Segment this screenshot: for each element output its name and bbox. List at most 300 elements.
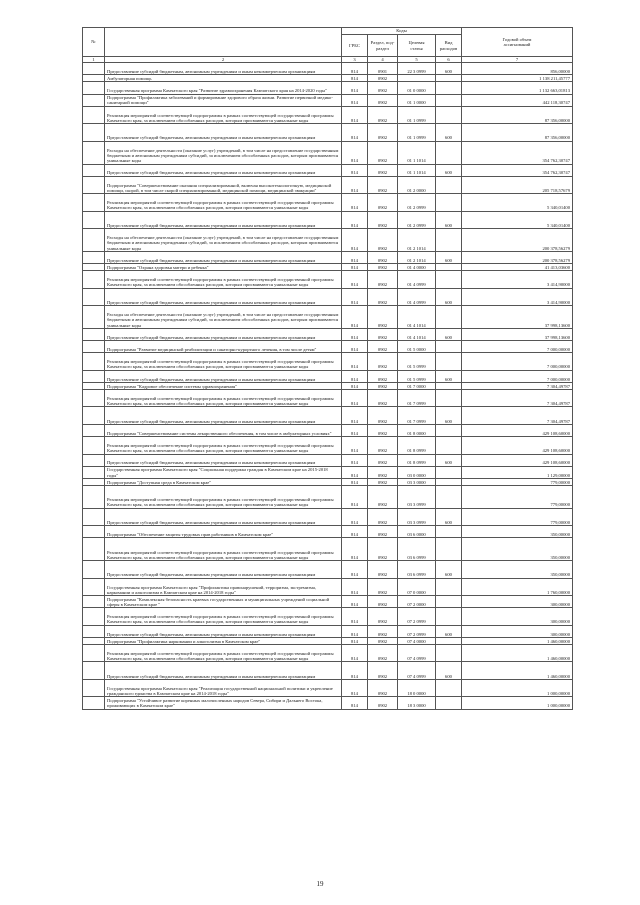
- table-row: [83, 625, 573, 637]
- table-row: [83, 644, 573, 662]
- row-number-cell: [83, 370, 105, 382]
- row-section: 0902: [368, 271, 398, 289]
- row-name: Подпрограмма "Совершенствование системы лекарственного обеспечения, в том числе в амбулаторных условиях": [105, 424, 342, 436]
- table-row: [83, 389, 573, 407]
- table-row: [83, 478, 573, 485]
- row-name: Расходы на обеспечение деятельности (оказание услуг) учреждений, в том числе на предоставление государственным бюджетным и автономным учреждениям субсидий, за исключением обособленных расходов, которым присваиваются уникальные коды: [105, 141, 342, 164]
- row-section: 0902: [368, 252, 398, 264]
- row-expense-type: 600: [436, 625, 462, 637]
- row-target: 01 2 0999: [398, 211, 436, 229]
- row-amount: 1 460,00000: [462, 662, 573, 680]
- row-name: Государственная программа Камчатского края "Реализация государственной национальной политики и укрепление гражданского единства в Камчатском крае на 2014-2018 годы": [105, 679, 342, 697]
- row-target: 01 1 0999: [398, 106, 436, 124]
- row-amount: 7 000,00000: [462, 341, 573, 353]
- table-row: [83, 561, 573, 579]
- row-amount: 1 460,00000: [462, 644, 573, 662]
- table-row: [83, 437, 573, 455]
- row-target: 07 4 0999: [398, 662, 436, 680]
- row-section: 0902: [368, 578, 398, 596]
- row-name: Предоставление субсидий бюджетным, автономным учреждениям и иным некоммерческим организациям: [105, 454, 342, 466]
- row-target: 01 5 0999: [398, 353, 436, 371]
- row-amount: 442 118,30747: [462, 94, 573, 106]
- row-expense-type: 600: [436, 407, 462, 425]
- row-number-cell: [83, 538, 105, 561]
- row-amount: 1 460,00000: [462, 637, 573, 644]
- row-name: Подпрограмма "Охрана здоровья матери и ребенка": [105, 264, 342, 271]
- row-amount: 429 108,60000: [462, 454, 573, 466]
- row-target: [398, 75, 436, 82]
- table-row: [83, 578, 573, 596]
- row-section: 0902: [368, 328, 398, 340]
- row-number-cell: [83, 306, 105, 329]
- row-grbs: 814: [342, 466, 368, 478]
- row-name: Реализация мероприятий соответствующей подпрограммы в рамках соответствующей государственной программы Камчатского края, за исключением обособленных расходов, которым присваиваются уникальные коды: [105, 437, 342, 455]
- table-row: [83, 637, 573, 644]
- row-target: 07 2 0999: [398, 625, 436, 637]
- row-amount: 779,00000: [462, 485, 573, 508]
- row-target: 01 7 0999: [398, 389, 436, 407]
- table-row: [83, 94, 573, 106]
- row-amount: 200 378,56279: [462, 252, 573, 264]
- row-expense-type: [436, 637, 462, 644]
- row-expense-type: [436, 644, 462, 662]
- row-grbs: 814: [342, 407, 368, 425]
- row-section: 0902: [368, 662, 398, 680]
- row-expense-type: [436, 526, 462, 538]
- row-expense-type: [436, 306, 462, 329]
- row-number-cell: [83, 176, 105, 194]
- row-target: 01 1 1014: [398, 141, 436, 164]
- row-amount: 3 414,90000: [462, 288, 573, 306]
- row-target: 07 4 0000: [398, 637, 436, 644]
- row-number-cell: [83, 662, 105, 680]
- row-section: 0902: [368, 164, 398, 176]
- row-section: 0902: [368, 229, 398, 252]
- row-number-cell: [83, 485, 105, 508]
- row-target: 01 4 1014: [398, 306, 436, 329]
- row-section: 0902: [368, 637, 398, 644]
- row-target: 03 0 0000: [398, 466, 436, 478]
- row-expense-type: 600: [436, 454, 462, 466]
- row-section: 0902: [368, 485, 398, 508]
- row-name: Предоставление субсидий бюджетным, автономным учреждениям и иным некоммерческим организациям: [105, 508, 342, 526]
- row-amount: 1 129,00000: [462, 466, 573, 478]
- table-row: [83, 271, 573, 289]
- row-name: Подпрограмма "Устойчивое развитие коренных малочисленных народов Севера, Сибири и Дальнего Востока, проживающих в Камчатском крае": [105, 697, 342, 709]
- row-target: 22 3 0999: [398, 63, 436, 75]
- row-grbs: 814: [342, 229, 368, 252]
- row-grbs: 814: [342, 306, 368, 329]
- row-target: 18 0 0000: [398, 679, 436, 697]
- header-target: Целевая статья: [398, 35, 436, 57]
- row-expense-type: [436, 424, 462, 436]
- row-expense-type: 600: [436, 561, 462, 579]
- row-number-cell: [83, 578, 105, 596]
- row-expense-type: 600: [436, 288, 462, 306]
- row-amount: 7 000,00000: [462, 353, 573, 371]
- row-target: 03 3 0000: [398, 478, 436, 485]
- row-amount: 200 378,56279: [462, 229, 573, 252]
- row-expense-type: 600: [436, 211, 462, 229]
- row-number-cell: [83, 82, 105, 94]
- row-expense-type: [436, 75, 462, 82]
- page-number: 19: [316, 880, 324, 888]
- header-codes: Коды: [342, 28, 462, 35]
- row-amount: 1 138 211,45777: [462, 75, 573, 82]
- table-row: [83, 382, 573, 389]
- row-name: Реализация мероприятий соответствующей подпрограммы в рамках соответствующей государственной программы Камчатского края, за исключением обособленных расходов, которым присваиваются уникальные коды: [105, 389, 342, 407]
- row-number-cell: [83, 466, 105, 478]
- row-number-cell: [83, 526, 105, 538]
- row-number-cell: [83, 211, 105, 229]
- row-section: 0902: [368, 679, 398, 697]
- row-amount: 37 998,13600: [462, 328, 573, 340]
- row-section: 0902: [368, 466, 398, 478]
- row-name: Предоставление субсидий бюджетным, автономным учреждениям и иным некоммерческим организациям: [105, 328, 342, 340]
- row-number-cell: [83, 288, 105, 306]
- row-section: 0902: [368, 596, 398, 608]
- row-name: Предоставление субсидий бюджетным, автономным учреждениям и иным некоммерческим организациям: [105, 124, 342, 142]
- row-grbs: 814: [342, 194, 368, 212]
- row-grbs: 814: [342, 176, 368, 194]
- row-amount: 7 000,00000: [462, 370, 573, 382]
- row-number-cell: [83, 596, 105, 608]
- row-section: 0902: [368, 382, 398, 389]
- table-row: [83, 164, 573, 176]
- table-row: [83, 306, 573, 329]
- col-number: 3: [342, 57, 368, 63]
- row-name: Подпрограмма "Кадровое обеспечение системы здравоохранения": [105, 382, 342, 389]
- row-section: 0902: [368, 341, 398, 353]
- table-row: [83, 454, 573, 466]
- row-expense-type: [436, 94, 462, 106]
- row-target: 01 5 0000: [398, 341, 436, 353]
- row-number-cell: [83, 389, 105, 407]
- row-expense-type: [436, 466, 462, 478]
- row-section: 0902: [368, 353, 398, 371]
- row-name: Государственная программа Камчатского края "Социальная поддержка граждан в Камчатском крае на 2015-2018 годы": [105, 466, 342, 478]
- row-section: 0902: [368, 437, 398, 455]
- header-expense-type: Вид расходов: [436, 35, 462, 57]
- row-grbs: 814: [342, 211, 368, 229]
- row-number-cell: [83, 194, 105, 212]
- header-number: №: [83, 28, 105, 57]
- table-row: [83, 124, 573, 142]
- row-grbs: 814: [342, 644, 368, 662]
- row-grbs: 814: [342, 370, 368, 382]
- table-row: [83, 264, 573, 271]
- row-name: Предоставление субсидий бюджетным, автономным учреждениям и иным некоммерческим организациям: [105, 407, 342, 425]
- row-section: 0902: [368, 407, 398, 425]
- col-number: 2: [105, 57, 342, 63]
- row-name: Амбулаторная помощь: [105, 75, 342, 82]
- row-amount: 779,00000: [462, 508, 573, 526]
- col-number: 4: [368, 57, 398, 63]
- row-section: 0902: [368, 94, 398, 106]
- row-target: 01 1 0999: [398, 124, 436, 142]
- row-expense-type: [436, 341, 462, 353]
- row-grbs: 814: [342, 164, 368, 176]
- row-target: 01 7 0000: [398, 382, 436, 389]
- table-body: [83, 63, 573, 709]
- table-row: [83, 679, 573, 697]
- row-grbs: 814: [342, 353, 368, 371]
- row-grbs: 814: [342, 106, 368, 124]
- row-section: 0902: [368, 306, 398, 329]
- row-name: Реализация мероприятий соответствующей подпрограммы в рамках соответствующей государственной программы Камчатского края, за исключением обособленных расходов, которым присваиваются уникальные коды: [105, 538, 342, 561]
- table-row: [83, 288, 573, 306]
- row-expense-type: 600: [436, 252, 462, 264]
- row-expense-type: 600: [436, 508, 462, 526]
- row-number-cell: [83, 508, 105, 526]
- row-number-cell: [83, 75, 105, 82]
- row-amount: 429 108,60000: [462, 424, 573, 436]
- header-grbs: ГРБС: [342, 35, 368, 57]
- row-number-cell: [83, 608, 105, 626]
- row-number-cell: [83, 407, 105, 425]
- table-row: [83, 75, 573, 82]
- row-amount: 350,00000: [462, 526, 573, 538]
- row-name: Реализация мероприятий соответствующей подпрограммы в рамках соответствующей государственной программы Камчатского края, за исключением обособленных расходов, которым присваиваются уникальные коды: [105, 644, 342, 662]
- row-name: Предоставление субсидий бюджетным, автономным учреждениям и иным некоммерческим организациям: [105, 63, 342, 75]
- row-name: Государственная программа Камчатского края "Развитие здравоохранения Камчатского края на 2014-2020 годы": [105, 82, 342, 94]
- header-amount: Годовой объем ассигнований: [462, 28, 573, 57]
- row-section: 0902: [368, 211, 398, 229]
- row-number-cell: [83, 454, 105, 466]
- row-expense-type: [436, 82, 462, 94]
- row-target: 03 6 0000: [398, 526, 436, 538]
- table-row: [83, 252, 573, 264]
- row-grbs: 814: [342, 141, 368, 164]
- row-amount: 354 762,30747: [462, 164, 573, 176]
- row-expense-type: 600: [436, 124, 462, 142]
- row-grbs: 814: [342, 637, 368, 644]
- row-expense-type: 600: [436, 370, 462, 382]
- table-row: [83, 508, 573, 526]
- row-section: 0902: [368, 561, 398, 579]
- row-target: 07 2 0000: [398, 596, 436, 608]
- row-expense-type: [436, 141, 462, 164]
- table-row: [83, 229, 573, 252]
- row-grbs: 814: [342, 94, 368, 106]
- row-expense-type: 600: [436, 328, 462, 340]
- row-expense-type: [436, 264, 462, 271]
- row-amount: 300,00000: [462, 625, 573, 637]
- col-number: 1: [83, 57, 105, 63]
- row-number-cell: [83, 106, 105, 124]
- row-number-cell: [83, 252, 105, 264]
- row-section: 0902: [368, 538, 398, 561]
- row-section: 0902: [368, 508, 398, 526]
- row-expense-type: [436, 382, 462, 389]
- row-number-cell: [83, 264, 105, 271]
- table-row: [83, 608, 573, 626]
- row-section: 0902: [368, 697, 398, 709]
- row-name: Подпрограмма "Профилактика заболеваний и формирование здорового образа жизни. Развитие первичной медико-санитарной помощи": [105, 94, 342, 106]
- row-amount: 205 718,57679: [462, 176, 573, 194]
- row-number-cell: [83, 328, 105, 340]
- row-target: 01 8 0000: [398, 424, 436, 436]
- table-row: [83, 485, 573, 508]
- row-grbs: 814: [342, 697, 368, 709]
- row-amount: 354 762,30747: [462, 141, 573, 164]
- row-target: 01 1 0000: [398, 94, 436, 106]
- row-name: Предоставление субсидий бюджетным, автономным учреждениям и иным некоммерческим организациям: [105, 625, 342, 637]
- row-expense-type: [436, 485, 462, 508]
- row-amount: 350,00000: [462, 538, 573, 561]
- row-target: 03 3 0999: [398, 508, 436, 526]
- row-section: 0902: [368, 478, 398, 485]
- row-target: 01 2 0000: [398, 176, 436, 194]
- row-target: 07 2 0999: [398, 608, 436, 626]
- row-amount: 7 304,49787: [462, 389, 573, 407]
- row-target: 01 5 0999: [398, 370, 436, 382]
- row-amount: 5 340,01400: [462, 194, 573, 212]
- row-expense-type: [436, 176, 462, 194]
- row-name: Подпрограмма "Совершенствование оказания специализированной, включая высокотехнологичную, медицинской помощи, скорой, в том числе скорой специализированной, медицинской помощи, медицинской эвакуации": [105, 176, 342, 194]
- row-expense-type: [436, 437, 462, 455]
- row-section: 0902: [368, 370, 398, 382]
- row-target: 01 8 0999: [398, 437, 436, 455]
- row-grbs: 814: [342, 526, 368, 538]
- row-section: 0902: [368, 141, 398, 164]
- row-target: 01 7 0999: [398, 407, 436, 425]
- row-amount: 1 760,00000: [462, 578, 573, 596]
- row-number-cell: [83, 637, 105, 644]
- table-row: [83, 176, 573, 194]
- table-header: [83, 28, 573, 63]
- row-amount: 350,00000: [462, 561, 573, 579]
- row-expense-type: [436, 106, 462, 124]
- table-row: [83, 662, 573, 680]
- row-target: 07 4 0999: [398, 644, 436, 662]
- row-name: Реализация мероприятий соответствующей подпрограммы в рамках соответствующей государственной программы Камчатского края, за исключением обособленных расходов, которым присваиваются уникальные коды: [105, 485, 342, 508]
- row-grbs: 814: [342, 561, 368, 579]
- row-section: 0902: [368, 124, 398, 142]
- row-expense-type: [436, 229, 462, 252]
- table-row: [83, 82, 573, 94]
- table-row: [83, 526, 573, 538]
- row-expense-type: [436, 194, 462, 212]
- row-grbs: 814: [342, 328, 368, 340]
- row-amount: 5 340,01400: [462, 211, 573, 229]
- row-target: 01 2 1014: [398, 252, 436, 264]
- table-row: [83, 353, 573, 371]
- row-section: 0901: [368, 63, 398, 75]
- table-row: [83, 106, 573, 124]
- row-target: 03 6 0999: [398, 561, 436, 579]
- row-grbs: 814: [342, 596, 368, 608]
- row-name: Предоставление субсидий бюджетным, автономным учреждениям и иным некоммерческим организациям: [105, 164, 342, 176]
- col-number: 5: [398, 57, 436, 63]
- row-section: 0902: [368, 389, 398, 407]
- row-number-cell: [83, 141, 105, 164]
- row-target: 01 4 0000: [398, 264, 436, 271]
- row-number-cell: [83, 697, 105, 709]
- row-grbs: 814: [342, 679, 368, 697]
- row-amount: 856,00000: [462, 63, 573, 75]
- row-number-cell: [83, 229, 105, 252]
- row-amount: 41 413,03600: [462, 264, 573, 271]
- row-number-cell: [83, 341, 105, 353]
- table-row: [83, 538, 573, 561]
- row-section: 0902: [368, 644, 398, 662]
- row-target: 01 2 1014: [398, 229, 436, 252]
- row-name: Подпрограмма "Доступная среда в Камчатском крае": [105, 478, 342, 485]
- header-section: Раздел, под- раздел: [368, 35, 398, 57]
- row-target: 18 3 0000: [398, 697, 436, 709]
- row-expense-type: 600: [436, 164, 462, 176]
- row-grbs: 814: [342, 478, 368, 485]
- row-target: 03 6 0999: [398, 538, 436, 561]
- row-number-cell: [83, 424, 105, 436]
- row-section: 0902: [368, 608, 398, 626]
- row-amount: 37 998,13600: [462, 306, 573, 329]
- row-name: Расходы на обеспечение деятельности (оказание услуг) учреждений, в том числе на предоставление государственным бюджетным и автономным учреждениям субсидий, за исключением обособленных расходов, которым присваиваются уникальные коды: [105, 306, 342, 329]
- row-expense-type: 600: [436, 63, 462, 75]
- table-row: [83, 141, 573, 164]
- row-expense-type: [436, 389, 462, 407]
- budget-table: [82, 27, 573, 710]
- row-number-cell: [83, 382, 105, 389]
- row-target: 01 0 0000: [398, 82, 436, 94]
- row-name: Предоставление субсидий бюджетным, автономным учреждениям и иным некоммерческим организациям: [105, 252, 342, 264]
- row-grbs: 814: [342, 578, 368, 596]
- row-name: Предоставление субсидий бюджетным, автономным учреждениям и иным некоммерческим организациям: [105, 211, 342, 229]
- row-grbs: 814: [342, 382, 368, 389]
- row-expense-type: [436, 271, 462, 289]
- row-amount: 300,00000: [462, 596, 573, 608]
- row-name: Предоставление субсидий бюджетным, автономным учреждениям и иным некоммерческим организациям: [105, 662, 342, 680]
- row-name: Реализация мероприятий соответствующей подпрограммы в рамках соответствующей государственной программы Камчатского края, за исключением обособленных расходов, которым присваиваются уникальные коды: [105, 608, 342, 626]
- row-name: Расходы на обеспечение деятельности (оказание услуг) учреждений, в том числе на предоставление государственным бюджетным и автономным учреждениям субсидий, за исключением обособленных расходов, которым присваиваются уникальные коды: [105, 229, 342, 252]
- row-amount: 7 304,49787: [462, 407, 573, 425]
- table-row: [83, 466, 573, 478]
- table-row: [83, 407, 573, 425]
- row-grbs: 814: [342, 608, 368, 626]
- row-number-cell: [83, 353, 105, 371]
- row-name: Реализация мероприятий соответствующей подпрограммы в рамках соответствующей государственной программы Камчатского края, за исключением обособленных расходов, которым присваиваются уникальные коды: [105, 353, 342, 371]
- row-number-cell: [83, 124, 105, 142]
- row-grbs: 814: [342, 252, 368, 264]
- row-section: 0902: [368, 454, 398, 466]
- table-row: [83, 697, 573, 709]
- row-amount: 1 132 663,01813: [462, 82, 573, 94]
- row-number-cell: [83, 561, 105, 579]
- row-name: Подпрограмма "Развитие медицинской реабилитации и санаторно-курортного лечения, в том числе детям": [105, 341, 342, 353]
- row-number-cell: [83, 625, 105, 637]
- row-section: 0902: [368, 176, 398, 194]
- row-number-cell: [83, 94, 105, 106]
- table-row: [83, 63, 573, 75]
- table-row: [83, 596, 573, 608]
- row-section: 0902: [368, 625, 398, 637]
- row-amount: 1 000,00000: [462, 697, 573, 709]
- row-number-cell: [83, 437, 105, 455]
- row-amount: 3 414,90000: [462, 271, 573, 289]
- row-grbs: 814: [342, 341, 368, 353]
- row-grbs: 814: [342, 424, 368, 436]
- row-target: 01 4 0999: [398, 271, 436, 289]
- table-row: [83, 211, 573, 229]
- row-grbs: 814: [342, 389, 368, 407]
- table-row: [83, 328, 573, 340]
- row-amount: 300,00000: [462, 608, 573, 626]
- row-target: 01 4 1014: [398, 328, 436, 340]
- row-amount: 7 304,49787: [462, 382, 573, 389]
- table-row: [83, 424, 573, 436]
- row-grbs: 814: [342, 625, 368, 637]
